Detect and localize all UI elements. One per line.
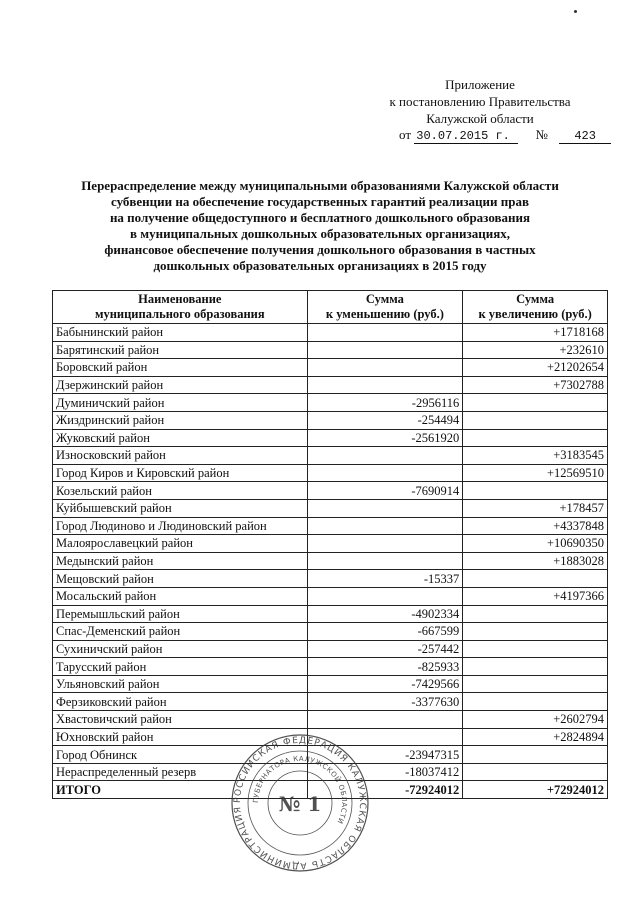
title-line: субвенции на обеспечение государственных гарантий реализации прав [110,194,530,209]
table-row [53,640,608,658]
table-row [53,535,608,553]
total-decrease: -72924012 [307,781,463,799]
table-row [53,464,608,482]
cell-decrease [307,376,463,394]
cell-decrease [307,447,463,465]
cell-decrease: -254494 [307,411,463,429]
cell-increase [463,605,608,623]
cell-decrease: -15337 [307,570,463,588]
table-row [53,376,608,394]
table-row [53,693,608,711]
table-row [53,658,608,676]
cell-municipality: Город Обнинск [53,746,308,764]
table-row [53,324,608,342]
cell-increase: +21202654 [463,359,608,377]
cell-increase: +7302788 [463,376,608,394]
cell-municipality: Перемышльский район [53,605,308,623]
table-row [53,411,608,429]
decree-number: 423 [559,129,611,144]
cell-decrease [307,341,463,359]
cell-decrease: -825933 [307,658,463,676]
table-row [53,499,608,517]
cell-municipality: Спас-Деменский район [53,623,308,641]
cell-municipality: Тарусский район [53,658,308,676]
cell-municipality: Бабынинский район [53,324,308,342]
table-row [53,623,608,641]
cell-decrease: -7429566 [307,675,463,693]
seal-number: № 1 [278,792,322,816]
cell-municipality: Юхновский район [53,728,308,746]
redistribution-table [52,290,608,799]
cell-increase: +4337848 [463,517,608,535]
official-seal [230,733,370,873]
header-increase: Сумма к увеличению (руб.) [463,291,608,324]
cell-decrease [307,535,463,553]
cell-increase: +178457 [463,499,608,517]
decree-date-line [399,127,619,144]
table-row [53,341,608,359]
cell-increase [463,570,608,588]
cell-municipality: Ферзиковский район [53,693,308,711]
appendix-title: Приложение [445,77,515,92]
date-prefix: от [399,127,412,142]
cell-decrease [307,552,463,570]
cell-municipality: Нераспределенный резерв [53,763,308,781]
cell-municipality: Жиздринский район [53,411,308,429]
cell-increase: +1883028 [463,552,608,570]
cell-decrease [307,499,463,517]
cell-increase: +232610 [463,341,608,359]
table-header-row [53,291,608,324]
cell-municipality: Медынский район [53,552,308,570]
table-row [53,587,608,605]
cell-increase [463,394,608,412]
cell-decrease [307,711,463,729]
cell-increase [463,482,608,500]
cell-increase: +3183545 [463,447,608,465]
table-row [53,570,608,588]
speck-mark [574,10,577,13]
cell-municipality: Думиничский район [53,394,308,412]
cell-municipality: Боровский район [53,359,308,377]
cell-increase [463,675,608,693]
cell-municipality: Куйбышевский район [53,499,308,517]
cell-decrease [307,359,463,377]
cell-increase [463,640,608,658]
header-decrease: Сумма к уменьшению (руб.) [307,291,463,324]
cell-increase [463,658,608,676]
cell-decrease [307,587,463,605]
cell-increase: +10690350 [463,535,608,553]
appendix-region: Калужской области [426,111,534,126]
cell-increase [463,623,608,641]
cell-increase [463,763,608,781]
cell-municipality: Барятинский район [53,341,308,359]
cell-municipality: Ульяновский район [53,675,308,693]
cell-municipality: Дзержинский район [53,376,308,394]
table-row [53,605,608,623]
cell-decrease: -18037412 [307,763,463,781]
cell-municipality: Износковский район [53,447,308,465]
cell-municipality: Малоярославецкий район [53,535,308,553]
cell-decrease: -2956116 [307,394,463,412]
table-row [53,429,608,447]
table-row [53,394,608,412]
document-title [40,178,600,274]
title-line: в муниципальных дошкольных образовательных организациях, [129,226,511,241]
cell-municipality: Хвастовичский район [53,711,308,729]
number-prefix: № [535,127,548,142]
table-row [53,552,608,570]
cell-municipality: Сухиничский район [53,640,308,658]
cell-municipality: Мосальский район [53,587,308,605]
cell-municipality: Мещовский район [53,570,308,588]
table-row [53,359,608,377]
table-row [53,447,608,465]
title-line: финансовое обеспечение получения дошкольного образования в частных [104,242,536,257]
cell-municipality: Город Киров и Кировский район [53,464,308,482]
seal-outer-text: РОССИЙСКАЯ ФЕДЕРАЦИЯ КАЛУЖСКАЯ ОБЛАСТЬ АДМИНИСТРАЦИЯ [232,735,368,871]
cell-decrease: -7690914 [307,482,463,500]
decree-date: 30.07.2015 г. [414,129,518,144]
cell-decrease [307,324,463,342]
appendix-decree: к постановлению Правительства [389,94,571,109]
title-line: дошкольных образовательных организациях в 2015 году [153,258,487,273]
cell-increase [463,693,608,711]
cell-increase [463,746,608,764]
cell-decrease [307,464,463,482]
cell-increase [463,429,608,447]
header-municipality: Наименование муниципального образования [53,291,308,324]
cell-municipality: Город Людиново и Людиновский район [53,517,308,535]
title-line: на получение общедоступного и бесплатного дошкольного образования [109,210,531,225]
cell-municipality: Жуковский район [53,429,308,447]
cell-decrease [307,517,463,535]
table-row [53,517,608,535]
seal-inner-text: ГУБЕРНАТОРА КАЛУЖСКОЙ ОБЛАСТИ [251,754,349,826]
cell-increase: +1718168 [463,324,608,342]
cell-decrease: -23947315 [307,746,463,764]
cell-increase: +12569510 [463,464,608,482]
cell-decrease: -3377630 [307,693,463,711]
cell-increase [463,411,608,429]
total-label: ИТОГО [53,781,308,799]
table-row [53,711,608,729]
cell-decrease: -667599 [307,623,463,641]
appendix-block [360,76,600,127]
cell-increase: +2602794 [463,711,608,729]
cell-decrease: -4902334 [307,605,463,623]
table-row [53,675,608,693]
cell-increase: +2824894 [463,728,608,746]
title-line: Перераспределение между муниципальными образованиями Калужской области [81,178,559,193]
cell-decrease: -2561920 [307,429,463,447]
cell-municipality: Козельский район [53,482,308,500]
total-increase: +72924012 [463,781,608,799]
table-row [53,482,608,500]
cell-decrease: -257442 [307,640,463,658]
cell-increase: +4197366 [463,587,608,605]
